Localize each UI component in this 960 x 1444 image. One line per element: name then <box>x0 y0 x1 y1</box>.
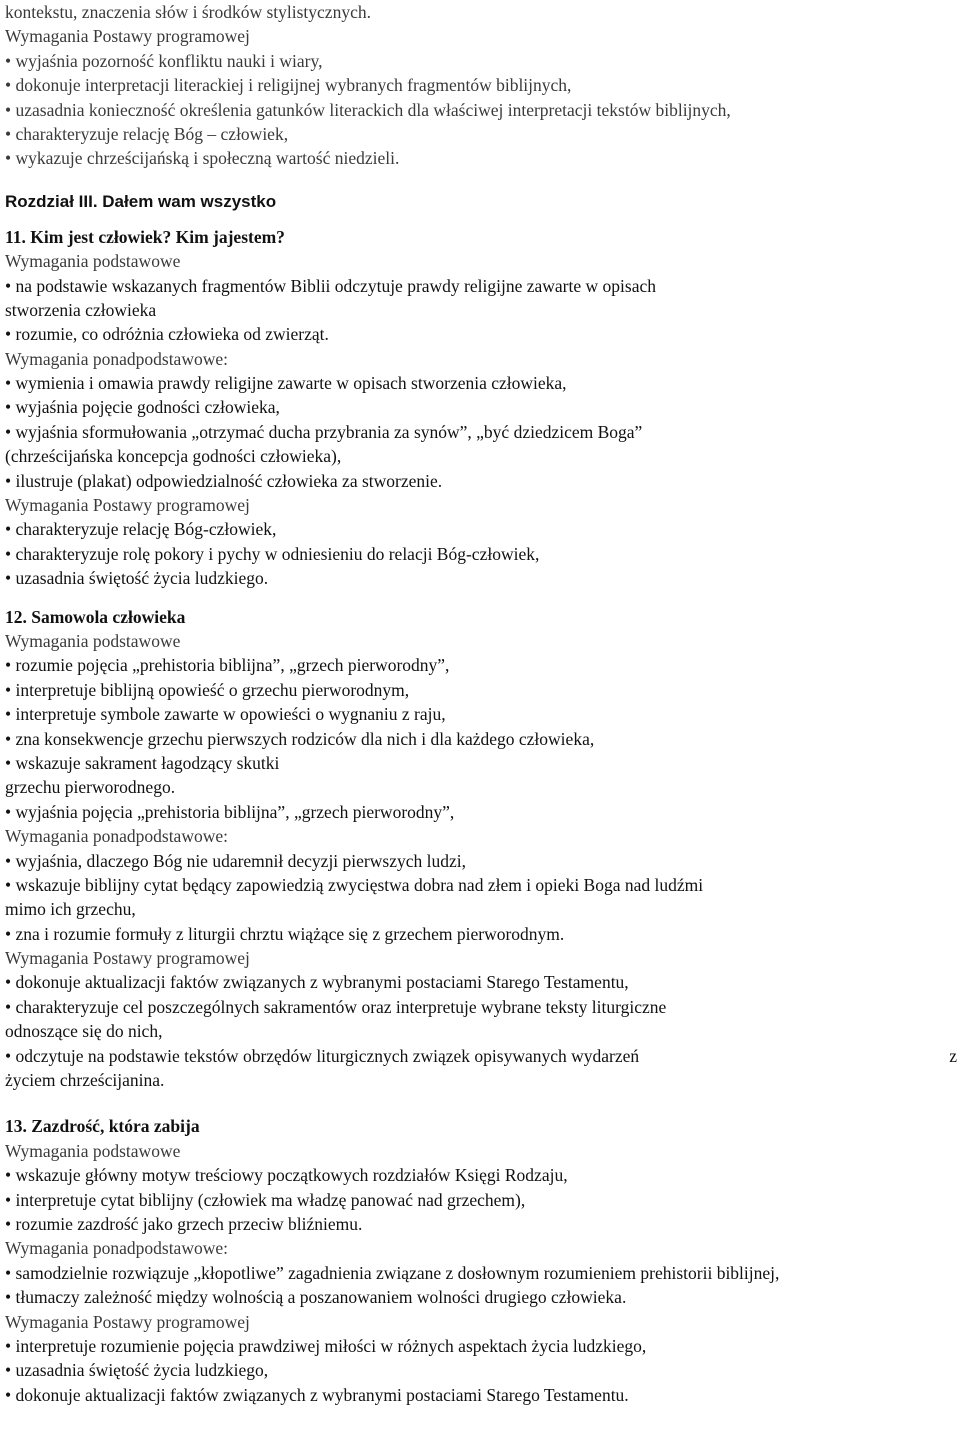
list-item: • odczytuje na podstawie tekstów obrzędów liturgicznych związek opisywanych wydarzeń <box>5 1045 640 1066</box>
requirements-label: Wymagania podstawowe <box>5 251 181 272</box>
requirements-label: Wymagania podstawowe <box>5 1140 181 1161</box>
list-item: • uzasadnia świętość życia ludzkiego, <box>5 1360 269 1381</box>
list-item: • zna konsekwencje grzechu pierwszych rodziców dla nich i dla każdego człowieka, <box>5 728 595 749</box>
requirements-label: Wymagania Postawy programowej <box>5 26 250 47</box>
list-item: • rozumie pojęcia „prehistoria biblijna”, „grzech pierworodny”, <box>5 655 450 676</box>
requirements-label: Wymagania Postawy programowej <box>5 1311 250 1332</box>
list-item: • wykazuje chrześcijańską i społeczną wartość niedzieli. <box>5 148 400 169</box>
list-item: • wskazuje sakrament łagodzący skutki <box>5 752 280 773</box>
document-page <box>5 0 957 1407</box>
list-item: • wyjaśnia pozorność konfliktu nauki i wiary, <box>5 50 323 71</box>
list-item: (chrześcijańska koncepcja godności człowieka), <box>5 446 342 467</box>
list-item: • wyjaśnia sformułowania „otrzymać ducha przybrania za synów”, „być dziedzicem Boga” <box>5 421 643 442</box>
body-text: kontekstu, znaczenia słów i środków stylistycznych. <box>5 2 371 22</box>
list-item: • interpretuje cytat biblijny (człowiek ma władzę panować nad grzechem), <box>5 1189 526 1210</box>
list-item: grzechu pierworodnego. <box>5 777 176 798</box>
section-heading: 12. Samowola człowieka <box>5 606 186 627</box>
dash-mark: _ <box>5 590 14 605</box>
requirements-label: Wymagania Postawy programowej <box>5 948 250 969</box>
list-item: • charakteryzuje rolę pokory i pychy w odniesieniu do relacji Bóg-człowiek, <box>5 543 540 564</box>
list-item: • samodzielnie rozwiązuje „kłopotliwe” zagadnienia związane z dosłownym rozumieniem prehistorii biblijnej, <box>5 1262 780 1283</box>
list-item: • rozumie, co odróżnia człowieka od zwierząt. <box>5 324 329 345</box>
list-item: • dokonuje interpretacji literackiej i religijnej wybranych fragmentów biblijnych, <box>5 75 572 96</box>
list-item-tail: z <box>949 1045 957 1066</box>
list-item: • na podstawie wskazanych fragmentów Biblii odczytuje prawdy religijne zawarte w opisach <box>5 275 656 296</box>
list-item: • wyjaśnia pojęcie godności człowieka, <box>5 397 280 418</box>
list-item: • zna i rozumie formuły z liturgii chrztu wiążące się z grzechem pierworodnym. <box>5 923 565 944</box>
requirements-label: Wymagania podstawowe <box>5 630 181 651</box>
list-item: • uzasadnia konieczność określenia gatunków literackich dla właściwej interpretacji tekstów biblijnych, <box>5 99 731 120</box>
list-item: • wyjaśnia, dlaczego Bóg nie udaremnił decyzji pierwszych ludzi, <box>5 850 466 871</box>
list-item: • wskazuje główny motyw treściowy początkowych rozdziałów Księgi Rodzaju, <box>5 1165 568 1186</box>
list-item: • wymienia i omawia prawdy religijne zawarte w opisach stworzenia człowieka, <box>5 373 567 394</box>
list-item: • interpretuje rozumienie pojęcia prawdziwej miłości w różnych aspektach życia ludzkiego, <box>5 1335 647 1356</box>
list-item: • charakteryzuje relację Bóg – człowiek, <box>5 123 289 144</box>
spacer <box>5 217 957 225</box>
section-heading: 13. Zazdrość, która zabija <box>5 1116 200 1137</box>
requirements-label: Wymagania ponadpodstawowe: <box>5 1238 228 1259</box>
list-item: odnoszące się do nich, <box>5 1021 163 1042</box>
list-item: • charakteryzuje relację Bóg-człowiek, <box>5 519 277 540</box>
requirements-label: Wymagania Postawy programowej <box>5 495 250 516</box>
list-item: • tłumaczy zależność między wolnością a poszanowaniem wolności drugiego człowieka. <box>5 1287 627 1308</box>
list-item: • rozumie zazdrość jako grzech przeciw bliźniemu. <box>5 1213 363 1234</box>
list-item: • uzasadnia świętość życia ludzkiego. <box>5 568 269 589</box>
spacer <box>5 1092 957 1114</box>
requirements-label: Wymagania ponadpodstawowe: <box>5 826 228 847</box>
list-item: • interpretuje biblijną opowieść o grzechu pierworodnym, <box>5 679 410 700</box>
requirements-label: Wymagania ponadpodstawowe: <box>5 348 228 369</box>
list-item: • interpretuje symbole zawarte w opowieści o wygnaniu z raju, <box>5 704 446 725</box>
list-item: życiem chrześcijanina. <box>5 1070 165 1091</box>
list-item: • wyjaśnia pojęcia „prehistoria biblijna”, „grzech pierworodny”, <box>5 801 455 822</box>
section-heading: 11. Kim jest człowiek? Kim jajestem? <box>5 226 285 247</box>
list-item: • charakteryzuje cel poszczególnych sakramentów oraz interpretuje wybrane teksty liturgiczne <box>5 996 667 1017</box>
list-item: • wskazuje biblijny cytat będący zapowiedzią zwycięstwa dobra nad złem i opieki Boga nad ludźmi <box>5 874 704 895</box>
list-item: • dokonuje aktualizacji faktów związanych z wybranymi postaciami Starego Testamentu, <box>5 972 629 993</box>
spacer <box>5 171 957 187</box>
list-item: mimo ich grzechu, <box>5 899 136 920</box>
chapter-heading: Rozdział III. Dałem wam wszystko <box>5 191 277 211</box>
list-item: stworzenia człowieka <box>5 299 157 320</box>
list-item: • ilustruje (plakat) odpowiedzialność człowieka za stworzenie. <box>5 470 443 491</box>
justified-line <box>5 1044 957 1068</box>
list-item: • dokonuje aktualizacji faktów związanych z wybranymi postaciami Starego Testamentu. <box>5 1384 629 1405</box>
